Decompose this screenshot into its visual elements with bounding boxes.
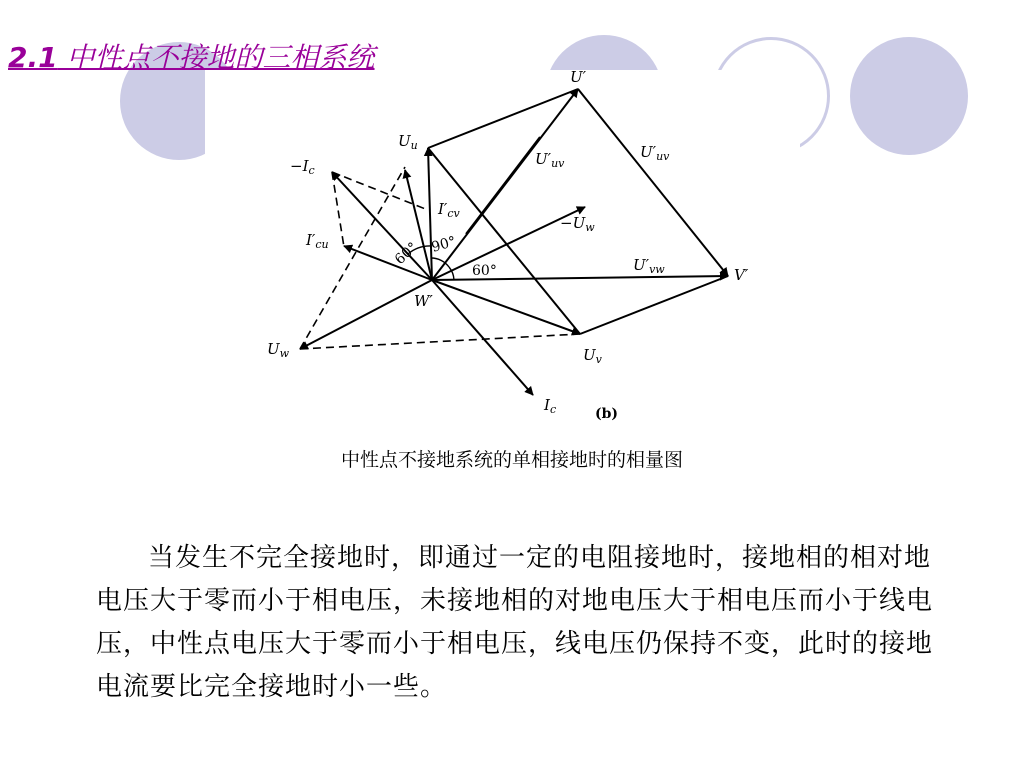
- label-uuv-outer: $U'_{uv}$: [640, 143, 670, 163]
- label-icv: $I'_{cv}$: [438, 200, 460, 220]
- label-angle-90: 90°: [429, 233, 458, 256]
- label-angle-60-left: 60°: [391, 239, 422, 268]
- body-paragraph: 当发生不完全接地时，即通过一定的电阻接地时，接地相的相对地电压大于零而小于相电压，未接地相的对地电压大于相电压而小于线电压，中性点电压大于零而小于相电压，线电压仍保持不变，此时的接地电流要比完全接地时小一些。: [96, 543, 934, 702]
- label-panel-b: (b): [595, 406, 619, 422]
- vector-icv: [405, 170, 432, 280]
- label-uw: $U_w$: [267, 340, 290, 360]
- label-uu: $U_u$: [398, 132, 418, 152]
- label-uuv-inner: $U'_{uv}$: [535, 150, 565, 170]
- label-neg-uw: $-U_w$: [560, 214, 595, 234]
- vector-neg-ic: [332, 172, 432, 280]
- vector-uuv-outer: [578, 89, 728, 276]
- line-uv-v-prime: [580, 276, 728, 334]
- label-uvw: $U'_{vw}$: [633, 256, 665, 276]
- label-ic: $I_c$: [544, 396, 557, 416]
- decor-circle-3: [850, 37, 968, 155]
- phasor-diagram: [240, 62, 780, 422]
- label-uv: $U_v$: [583, 346, 602, 366]
- vector-uu: [428, 148, 432, 280]
- title-text: 中性点不接地的三相系统: [57, 41, 375, 74]
- vector-ic: [432, 280, 533, 395]
- label-v-prime: V′: [734, 266, 749, 284]
- dashed-uw-uv: [300, 334, 580, 349]
- label-u-prime: U′: [570, 68, 587, 86]
- label-icu: $I'_{cu}$: [306, 231, 329, 251]
- label-w-prime: W′: [414, 292, 433, 310]
- figure-caption: 中性点不接地系统的单相接地时的相量图: [340, 449, 683, 471]
- title-number: 2.1: [8, 41, 58, 74]
- label-angle-60-right: 60°: [472, 263, 497, 279]
- line-uuv-inner: [466, 137, 540, 234]
- label-neg-ic: $-I_c$: [290, 157, 315, 177]
